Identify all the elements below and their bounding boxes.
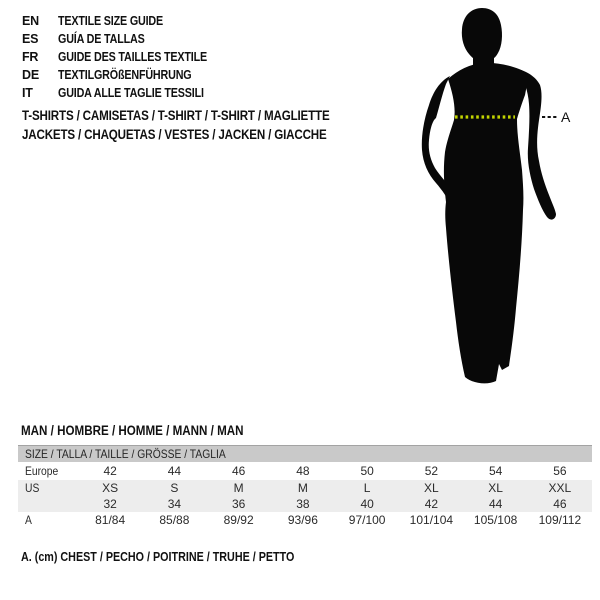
size-cell: XXL bbox=[548, 481, 572, 495]
language-row bbox=[22, 84, 231, 102]
language-label: TEXTILGRÖßENFÜHRUNG bbox=[58, 68, 192, 82]
size-cell: 48 bbox=[296, 464, 310, 478]
size-cell: XL bbox=[488, 481, 503, 495]
size-cell: 97/100 bbox=[348, 513, 386, 527]
table-row-europe bbox=[18, 462, 592, 480]
size-cell: M bbox=[233, 481, 244, 495]
size-cell: 109/112 bbox=[538, 513, 582, 527]
table-row-us bbox=[18, 480, 592, 496]
size-cell: S bbox=[170, 481, 179, 495]
language-label: GUIDE DES TAILLES TEXTILE bbox=[58, 50, 208, 64]
silhouette-body bbox=[444, 63, 529, 383]
language-code: FR bbox=[22, 50, 39, 64]
language-code: DE bbox=[22, 68, 39, 82]
language-code: EN bbox=[22, 14, 39, 28]
category-text: JACKETS / CHAQUETAS / VESTES / JACKEN / GIACCHE bbox=[22, 127, 327, 142]
language-row bbox=[22, 48, 231, 66]
table-row-a-chest bbox=[18, 512, 592, 529]
size-cell: M bbox=[297, 481, 308, 495]
category-line-jackets bbox=[22, 125, 380, 144]
language-title-block bbox=[22, 12, 231, 102]
size-cell: 89/92 bbox=[223, 513, 254, 527]
row-label-text: A bbox=[25, 513, 32, 527]
row-label bbox=[18, 496, 78, 512]
size-cell: 101/104 bbox=[409, 513, 454, 527]
language-row bbox=[22, 66, 231, 84]
row-label bbox=[18, 462, 78, 480]
size-table-header-text: SIZE / TALLA / TAILLE / GRÖSSE / TAGLIA bbox=[25, 447, 226, 461]
row-label bbox=[18, 512, 78, 529]
table-row-us-numeric bbox=[18, 496, 592, 512]
size-cell: 44 bbox=[167, 464, 182, 478]
language-row bbox=[22, 30, 231, 48]
size-cell: 46 bbox=[231, 464, 246, 478]
size-cell: 34 bbox=[167, 497, 182, 511]
size-cell: 56 bbox=[553, 464, 567, 478]
section-title-man bbox=[21, 421, 280, 440]
footnote-text: A. (cm) CHEST / PECHO / POITRINE / TRUHE / PETTO bbox=[21, 550, 295, 564]
row-label bbox=[18, 480, 78, 496]
row-label-text: Europe bbox=[25, 464, 59, 478]
size-cell: 85/88 bbox=[159, 513, 190, 527]
size-cell: 42 bbox=[103, 464, 117, 478]
size-cell: 105/108 bbox=[473, 513, 518, 527]
language-code: IT bbox=[22, 86, 33, 100]
section-title-text: MAN / HOMBRE / HOMME / MANN / MAN bbox=[21, 423, 244, 438]
size-table bbox=[18, 445, 592, 529]
man-silhouette-figure bbox=[390, 0, 600, 400]
size-cell: 42 bbox=[424, 497, 439, 511]
language-label: TEXTILE SIZE GUIDE bbox=[58, 14, 164, 28]
language-label: GUIDA ALLE TAGLIE TESSILI bbox=[58, 86, 204, 100]
size-cell: 46 bbox=[553, 497, 567, 511]
size-cell: 38 bbox=[296, 497, 310, 511]
language-label: GUÍA DE TALLAS bbox=[58, 32, 145, 46]
row-label-text: US bbox=[25, 481, 40, 495]
size-cell: 40 bbox=[360, 497, 374, 511]
man-silhouette bbox=[390, 0, 600, 400]
size-cell: 52 bbox=[424, 464, 439, 478]
size-cell: XS bbox=[102, 481, 119, 495]
size-cell: XL bbox=[424, 481, 439, 495]
language-code: ES bbox=[22, 32, 39, 46]
size-table-header bbox=[18, 445, 592, 462]
category-block bbox=[22, 106, 380, 144]
size-cell: L bbox=[363, 481, 371, 495]
size-cell: 93/96 bbox=[287, 513, 318, 527]
size-cell: 36 bbox=[231, 497, 246, 511]
size-cell: 81/84 bbox=[95, 513, 126, 527]
footnote-chest bbox=[21, 548, 339, 566]
size-cell: 54 bbox=[488, 464, 503, 478]
measure-label-a: A bbox=[561, 109, 571, 125]
language-row bbox=[22, 12, 231, 30]
size-cell: 50 bbox=[360, 464, 374, 478]
category-text: T-SHIRTS / CAMISETAS / T-SHIRT / T-SHIRT / MAGLIETTE bbox=[22, 108, 330, 123]
size-cell: 44 bbox=[488, 497, 503, 511]
category-line-tshirts bbox=[22, 106, 380, 125]
size-cell: 32 bbox=[103, 497, 117, 511]
